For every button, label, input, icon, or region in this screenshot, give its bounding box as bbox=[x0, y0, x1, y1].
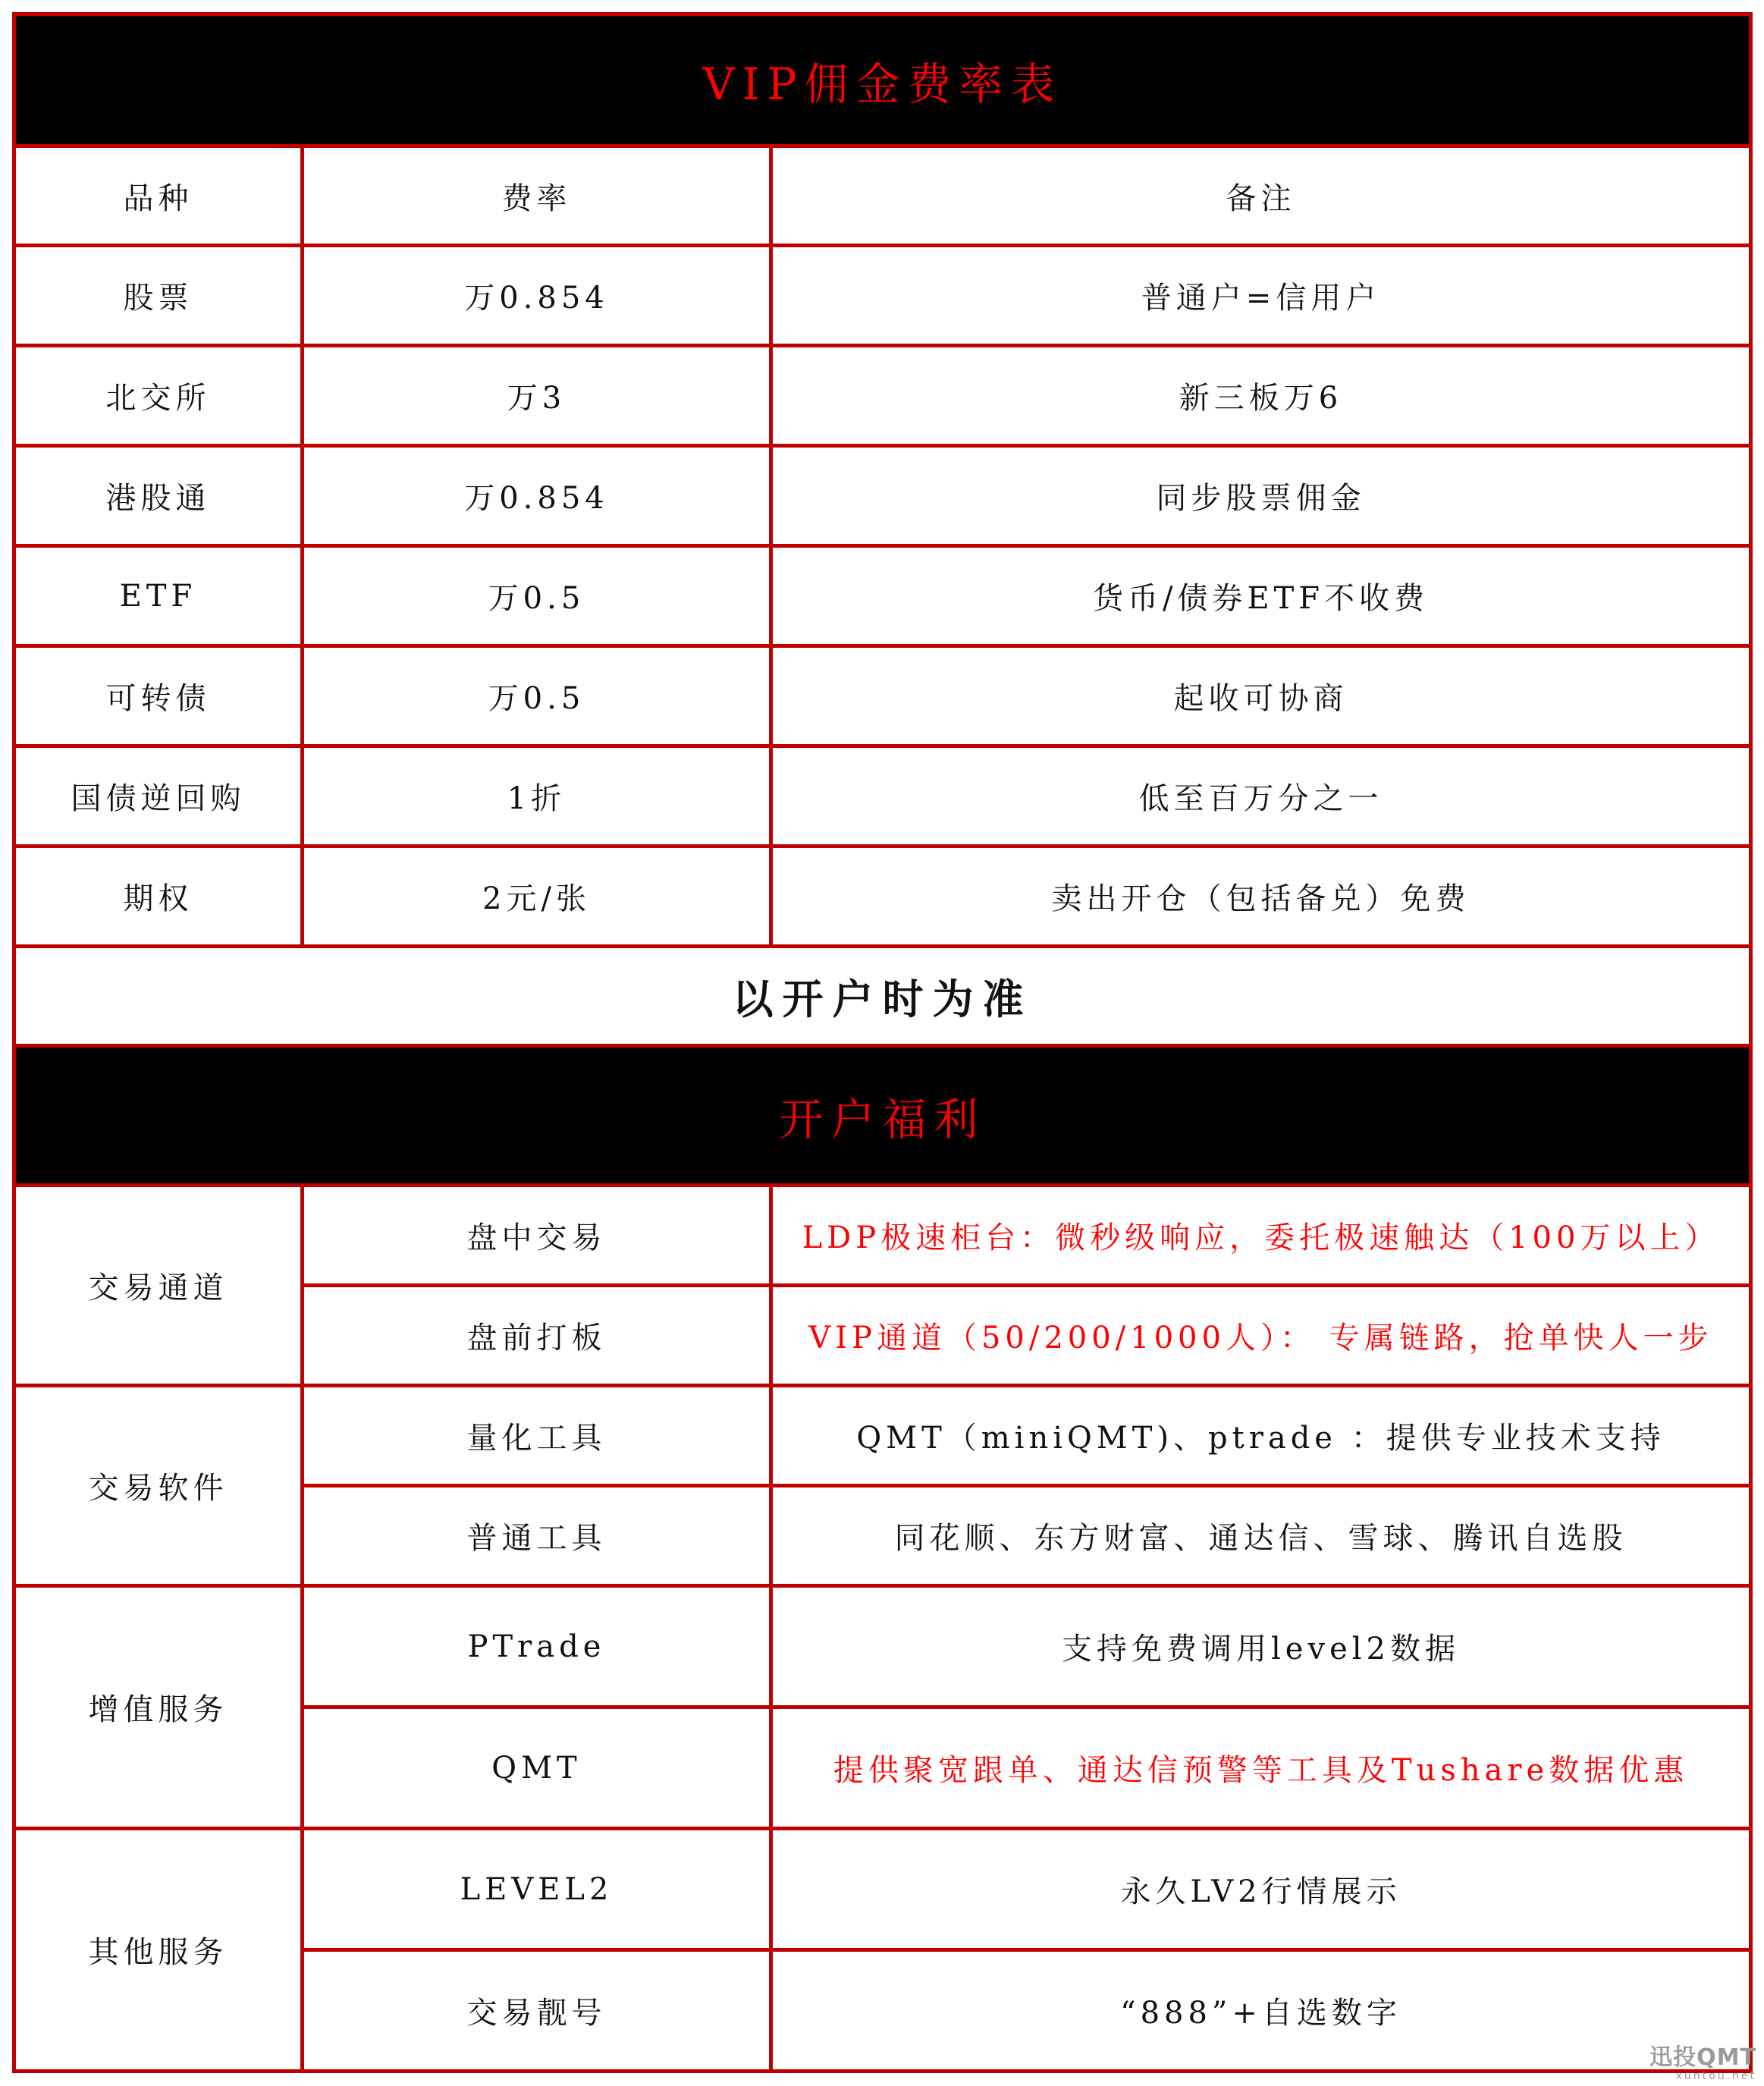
category-cell: 交易通道 bbox=[14, 1186, 303, 1386]
note-cell: 同步股票佣金 bbox=[771, 446, 1751, 546]
item-name-cell: 量化工具 bbox=[303, 1386, 771, 1486]
item-desc-cell: 提供聚宽跟单、通达信预警等工具及Tushare数据优惠 bbox=[771, 1707, 1751, 1829]
product-cell: 期权 bbox=[14, 847, 303, 947]
category-cell: 其他服务 bbox=[14, 1829, 303, 2072]
item-desc-cell: QMT（miniQMT)、ptrade ：提供专业技术支持 bbox=[771, 1386, 1751, 1486]
item-name-cell: PTrade bbox=[303, 1586, 771, 1707]
rate-cell: 万3 bbox=[303, 346, 771, 446]
rate-cell: 万0.5 bbox=[303, 546, 771, 646]
item-name-cell: LEVEL2 bbox=[303, 1829, 771, 1950]
product-cell: 北交所 bbox=[14, 346, 303, 446]
table-row bbox=[14, 246, 1751, 346]
product-cell: ETF bbox=[14, 546, 303, 646]
watermark-name: 迅投QMT bbox=[1649, 2044, 1756, 2071]
table-row bbox=[14, 1386, 1751, 1486]
table-row bbox=[14, 346, 1751, 446]
watermark-sub: xuntou.net bbox=[1675, 2070, 1756, 2082]
fee-table bbox=[12, 12, 1753, 2073]
note-cell: 新三板万6 bbox=[771, 346, 1751, 446]
table-row bbox=[14, 546, 1751, 646]
rate-cell: 1折 bbox=[303, 746, 771, 847]
header-rate: 费率 bbox=[303, 146, 771, 246]
footnote-row bbox=[14, 947, 1751, 1046]
footnote: 以开户时为准 bbox=[14, 947, 1751, 1046]
item-desc-cell: LDP极速柜台：微秒级响应，委托极速触达（100万以上） bbox=[771, 1186, 1751, 1286]
table-row bbox=[14, 446, 1751, 546]
header-note: 备注 bbox=[771, 146, 1751, 246]
product-cell: 国债逆回购 bbox=[14, 746, 303, 847]
product-cell: 港股通 bbox=[14, 446, 303, 546]
table-row bbox=[14, 1186, 1751, 1286]
item-desc-cell: “888”+自选数字 bbox=[771, 1950, 1751, 2072]
item-desc-cell: VIP通道（50/200/1000人）： 专属链路，抢单快人一步 bbox=[771, 1286, 1751, 1386]
fee-sheet bbox=[12, 12, 1749, 2073]
table-row bbox=[14, 746, 1751, 847]
item-desc-cell: 支持免费调用level2数据 bbox=[771, 1586, 1751, 1707]
item-name-cell: QMT bbox=[303, 1707, 771, 1829]
note-cell: 货币/债券ETF不收费 bbox=[771, 546, 1751, 646]
item-name-cell: 交易靓号 bbox=[303, 1950, 771, 2072]
item-name-cell: 普通工具 bbox=[303, 1486, 771, 1586]
item-name-cell: 盘前打板 bbox=[303, 1286, 771, 1386]
table-row bbox=[14, 847, 1751, 947]
title-row bbox=[14, 14, 1751, 146]
item-name-cell: 盘中交易 bbox=[303, 1186, 771, 1286]
benefits-title: 开户福利 bbox=[14, 1046, 1751, 1186]
table-row bbox=[14, 1586, 1751, 1707]
header-product: 品种 bbox=[14, 146, 303, 246]
category-cell: 增值服务 bbox=[14, 1586, 303, 1829]
rate-cell: 万0.5 bbox=[303, 646, 771, 746]
table-row bbox=[14, 646, 1751, 746]
item-desc-cell: 同花顺、东方财富、通达信、雪球、腾讯自选股 bbox=[771, 1486, 1751, 1586]
note-cell: 起收可协商 bbox=[771, 646, 1751, 746]
rate-cell: 2元/张 bbox=[303, 847, 771, 947]
fee-table-title: VIP佣金费率表 bbox=[14, 14, 1751, 146]
rate-cell: 万0.854 bbox=[303, 246, 771, 346]
item-desc-cell: 永久LV2行情展示 bbox=[771, 1829, 1751, 1950]
table-row bbox=[14, 1829, 1751, 1950]
note-cell: 卖出开仓（包括备兑）免费 bbox=[771, 847, 1751, 947]
benefits-title-row bbox=[14, 1046, 1751, 1186]
product-cell: 可转债 bbox=[14, 646, 303, 746]
note-cell: 普通户=信用户 bbox=[771, 246, 1751, 346]
watermark bbox=[1649, 2044, 1756, 2082]
category-cell: 交易软件 bbox=[14, 1386, 303, 1586]
product-cell: 股票 bbox=[14, 246, 303, 346]
note-cell: 低至百万分之一 bbox=[771, 746, 1751, 847]
rate-cell: 万0.854 bbox=[303, 446, 771, 546]
header-row bbox=[14, 146, 1751, 246]
